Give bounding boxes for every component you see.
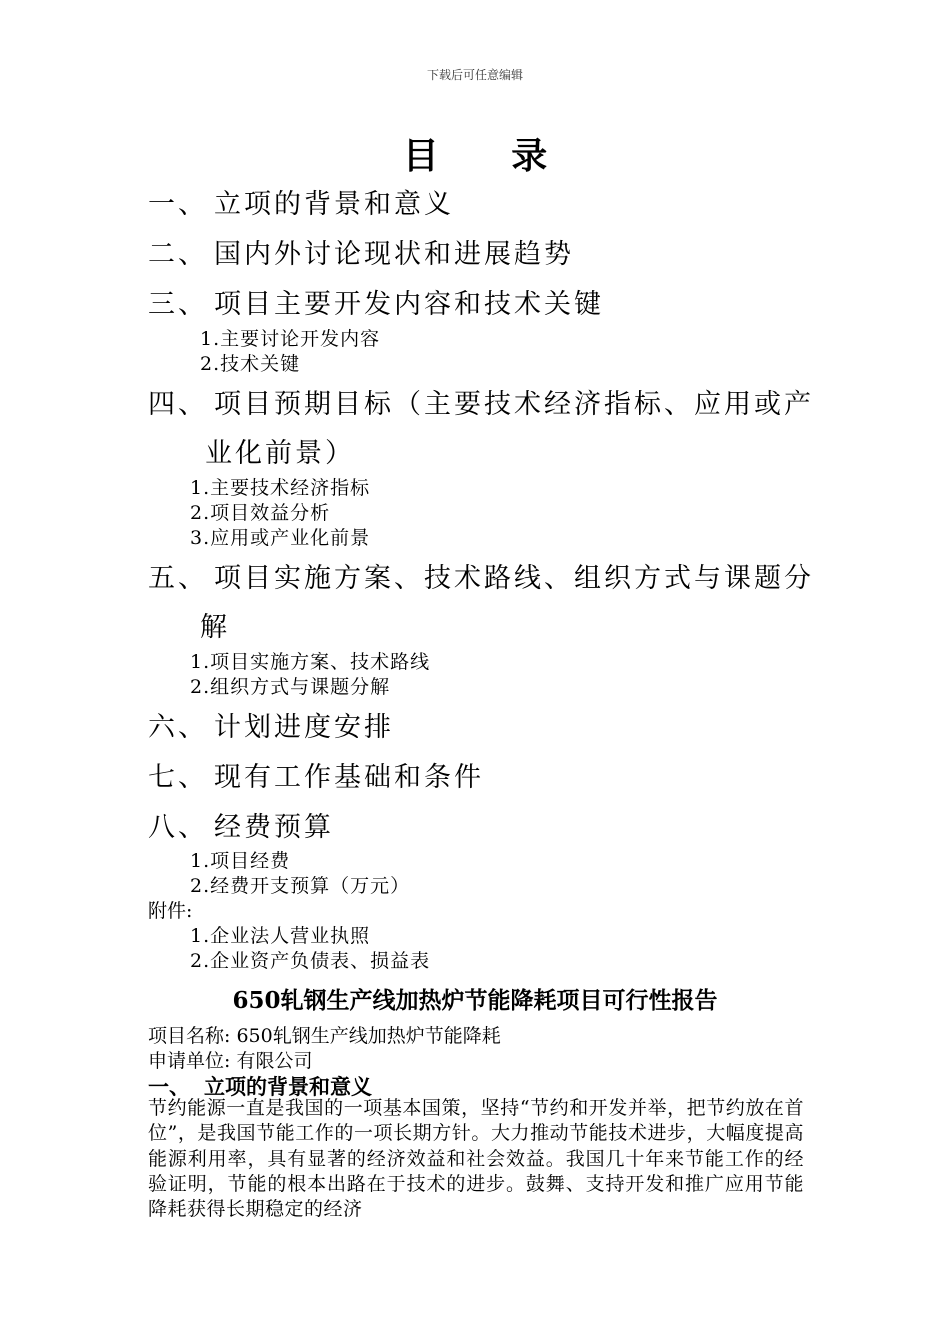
header-note: 下载后可任意编辑 bbox=[426, 68, 523, 82]
toc-text: 计划进度安排 bbox=[214, 712, 394, 743]
attachment-item: 2.企业资产负债表、损益表 bbox=[190, 950, 431, 972]
toc-subitem: 2.项目效益分析 bbox=[190, 502, 331, 524]
toc-item-1 bbox=[148, 182, 454, 221]
toc-item-8 bbox=[148, 805, 334, 844]
toc-text: 现有工作基础和条件 bbox=[214, 762, 484, 793]
body-paragraph: 节约能源一直是我国的一项基本国策，坚持“节约和开发并举，把节约放在首位”，是我国节能工作的一项长期方针。大力推动节能技术进步，大幅度提高能源利用率，具有显著的经济效益和社会效益。我国几十年来节能工作的经验证明，节能的根本出路在于技术的进步。鼓舞、支持开发和推广应用节能降耗获得长期稳定的经济 bbox=[148, 1097, 804, 1221]
section-title: 立项的背景和意义 bbox=[204, 1074, 372, 1099]
toc-item-2 bbox=[148, 232, 574, 271]
toc-number: 八、 bbox=[148, 812, 208, 843]
toc-subitem: 3.应用或产业化前景 bbox=[190, 527, 371, 549]
toc-item-5 bbox=[148, 556, 814, 595]
toc-item-3 bbox=[148, 282, 604, 321]
toc-number: 四、 bbox=[148, 389, 208, 420]
toc-text-continued: 解 bbox=[200, 612, 230, 643]
toc-number: 一、 bbox=[148, 189, 208, 220]
attachments-label: 附件: bbox=[148, 900, 193, 922]
toc-text: 立项的背景和意义 bbox=[214, 189, 454, 220]
toc-subitem: 1.主要讨论开发内容 bbox=[200, 328, 381, 350]
toc-item-7 bbox=[148, 755, 484, 794]
toc-number: 五、 bbox=[148, 563, 208, 594]
section-number: 一、 bbox=[148, 1074, 190, 1099]
toc-number: 二、 bbox=[148, 239, 208, 270]
toc-subitem: 2.组织方式与课题分解 bbox=[190, 676, 391, 698]
toc-text: 项目实施方案、技术路线、组织方式与课题分 bbox=[214, 563, 814, 594]
attachment-item: 1.企业法人营业执照 bbox=[190, 925, 371, 947]
toc-number: 七、 bbox=[148, 762, 208, 793]
toc-item-6 bbox=[148, 705, 394, 744]
report-title: 650轧钢生产线加热炉节能降耗项目可行性报告 bbox=[232, 987, 718, 1014]
toc-subitem: 1.主要技术经济指标 bbox=[190, 477, 371, 499]
applicant: 申请单位: 有限公司 bbox=[148, 1050, 313, 1072]
toc-text: 国内外讨论现状和进展趋势 bbox=[214, 239, 574, 270]
toc-number: 三、 bbox=[148, 289, 208, 320]
toc-subitem: 1.项目经费 bbox=[190, 850, 291, 872]
toc-subitem: 2.经费开支预算（万元） bbox=[190, 875, 411, 897]
toc-text: 项目预期目标（主要技术经济指标、应用或产 bbox=[214, 389, 814, 420]
toc-item-4 bbox=[148, 382, 814, 421]
toc-text: 项目主要开发内容和技术关键 bbox=[214, 289, 604, 320]
toc-text: 经费预算 bbox=[214, 812, 334, 843]
toc-title: 目 录 bbox=[402, 135, 578, 177]
toc-subitem: 2.技术关键 bbox=[200, 353, 301, 375]
toc-subitem: 1.项目实施方案、技术路线 bbox=[190, 651, 431, 673]
project-name: 项目名称: 650轧钢生产线加热炉节能降耗 bbox=[148, 1025, 501, 1047]
toc-number: 六、 bbox=[148, 712, 208, 743]
toc-text-continued: 业化前景） bbox=[205, 438, 355, 469]
